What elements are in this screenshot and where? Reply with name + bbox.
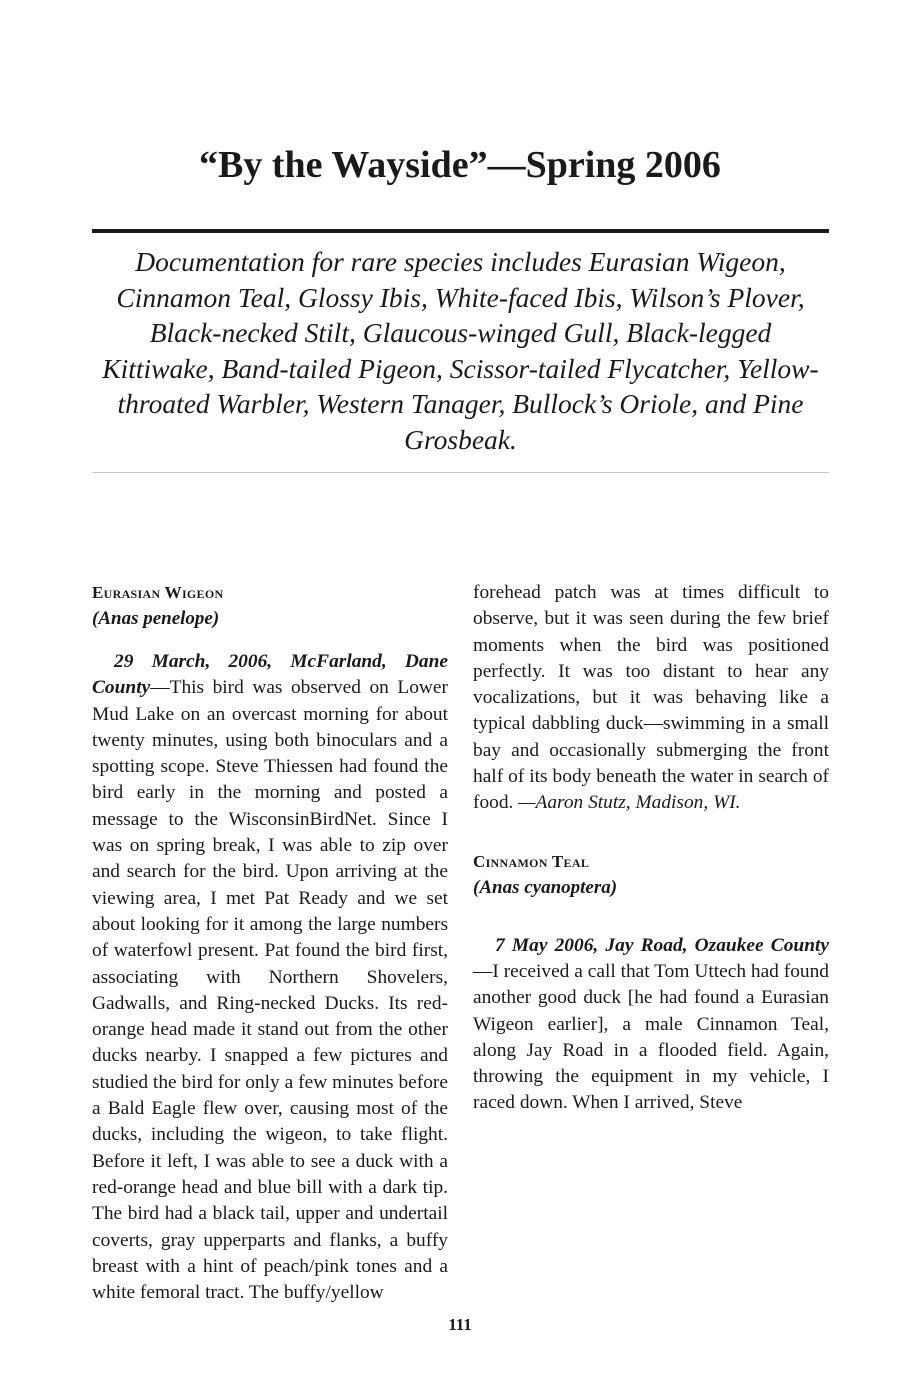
right-column [473, 580, 829, 1117]
page-title: “By the Wayside”—Spring 2006 [199, 144, 721, 186]
account-text-continued [473, 580, 829, 817]
left-column [92, 580, 448, 1306]
account-lead: 29 March, 2006, McFarland, Dane County [92, 651, 448, 699]
account-body: —I received a call that Tom Uttech had found another good duck [he had found a Eurasian Wigeon earlier], a male Cinnamon Teal, along Jay Road in a flooded field. Again, throwing the equipment in my vehicle, I raced down. When I arrived, Steve [473, 960, 829, 1114]
article-summary: Documentation for rare species includes Eurasian Wigeon, Cinnamon Teal, Glossy Ibis, White-faced Ibis, Wilson’s Plover, Black-necked Stilt, Glaucous-winged Gull, Black-legged Kittiwake, Band-tailed Pigeon, Scissor-tailed Flycatcher, Yellow-throated Warbler, Western Tanager, Bullock’s Oriole, and Pine Grosbeak. [102, 246, 819, 455]
scientific-name: (Anas penelope) [92, 608, 220, 629]
account-body-continued: forehead patch was at times difficult to observe, but it was seen during the few brief moments when the bird was positioned perfectly. It was too distant to hear any vocalizations, but it was behaving like a typical dabbling duck—swimming in a small bay and occasionally submerging the front half of its body beneath the water in search of food. [473, 582, 829, 814]
account-lead: 7 May 2006, Jay Road, Ozaukee County [495, 934, 829, 956]
account-body: —This bird was observed on Lower Mud Lake on an overcast morning for about twenty minutes, using both binoculars and a spotting scope. Steve Thiessen had found the bird early in the morning and posted a message to the WisconsinBirdNet. Since I was on spring break, I was able to zip over and search for the bird. Upon arriving at the viewing area, I met Pat Ready and we set about looking for it among the large numbers of waterfowl present. Pat found the bird first, associating with Northern Shovelers, Gadwalls, and Ring-necked Ducks. Its red-orange head made it stand out from the other ducks nearby. I snapped a few pictures and studied the bird for only a few minutes before a Bald Eagle flew over, causing most of the ducks, including the wigeon, to take flight. Before it left, I was able to see a duck with a red-orange head and blue bill with a dark tip. The bird had a black tail, upper and undertail coverts, gray upperparts and flanks, a buffy breast with a hint of peach/pink tones and a white femoral tract. The buffy/yellow [92, 677, 448, 1304]
species-heading: Cinnamon Teal [473, 851, 590, 871]
account-text [92, 649, 448, 1306]
scientific-name: (Anas cyanoptera) [473, 876, 618, 898]
account-text [473, 933, 829, 1117]
title-rule [92, 229, 829, 233]
summary-rule [92, 472, 829, 473]
page-number: 111 [448, 1315, 472, 1334]
account-signature: —Aaron Stutz, Madison, WI. [518, 792, 741, 814]
species-heading: Eurasian Wigeon [92, 583, 224, 602]
